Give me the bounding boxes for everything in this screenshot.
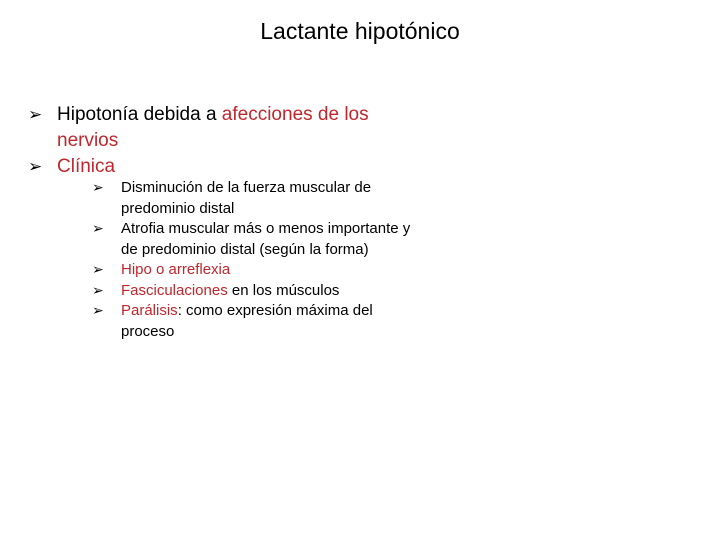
- sub-item-fasciculaciones-text: en los músculos: [227, 281, 340, 299]
- arrow-bullet-icon: ➢: [92, 221, 104, 237]
- sub-item-fasciculaciones-highlight: Fasciculaciones: [121, 281, 228, 299]
- sub-item-paralisis-highlight: Parálisis: [121, 302, 178, 319]
- sub-item-hipo-text: Hipo o arreflexia: [121, 261, 231, 278]
- arrow-bullet-icon: ➢: [92, 303, 104, 319]
- main-item-clinica: [28, 154, 428, 180]
- slide-title: Lactante hipotónico: [260, 18, 460, 44]
- sub-item-atrofia: [92, 219, 422, 260]
- main-item-hipotonia: [28, 102, 428, 154]
- main-bullet-list: [28, 102, 428, 180]
- arrow-bullet-icon: ➢: [92, 282, 104, 299]
- main-item-hipotonia-text: Hipotonía debida a: [57, 104, 222, 125]
- sub-item-disminucion-text: Disminución de la fuerza muscular de predominio distal: [121, 179, 372, 217]
- sub-bullet-list: [92, 178, 422, 342]
- sub-item-hipo: [92, 260, 422, 281]
- sub-item-paralisis: [92, 301, 422, 342]
- arrow-bullet-icon: ➢: [92, 180, 104, 196]
- sub-item-atrofia-text: Atrofia muscular más o menos importante y de predominio distal (según la forma): [121, 220, 411, 258]
- main-item-hipotonia-highlight: afecciones de los nervios: [57, 104, 369, 151]
- arrow-bullet-icon: ➢: [92, 262, 104, 278]
- main-item-clinica-text: Clínica: [57, 156, 116, 177]
- arrow-bullet-icon: ➢: [28, 157, 43, 177]
- sub-item-disminucion: [92, 178, 422, 219]
- sub-item-fasciculaciones: [92, 281, 422, 302]
- arrow-bullet-icon: ➢: [28, 105, 43, 125]
- sub-item-paralisis-text: : como expresión máxima del proceso: [121, 302, 373, 340]
